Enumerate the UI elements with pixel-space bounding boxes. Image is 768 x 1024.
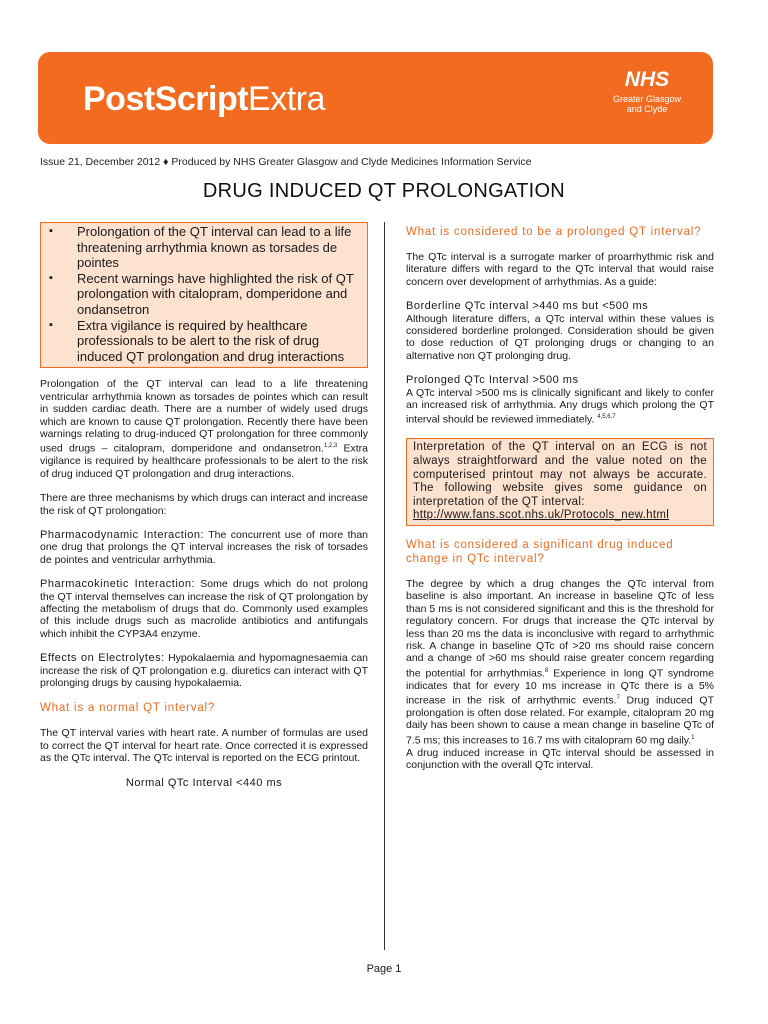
prolonged-detail-text: A QTc interval >500 ms is clinically significant and likely to confer an increased risk of arrhythmia. Any drugs which prolong the QT interval should be reviewed immediately. <box>406 386 714 426</box>
brand-title <box>83 80 325 119</box>
column-divider <box>384 222 385 950</box>
electrolytes-text: Hypokalaemia and hypomagnesaemia can increase the risk of QT prolongation e.g. diuretics can interact with QT prolonging drugs by causing hypokalaemia. <box>40 652 369 689</box>
nhs-org-line1: Greater Glasgow <box>612 94 682 104</box>
left-column <box>40 222 368 801</box>
right-column <box>406 225 714 784</box>
key-point-text: Prolongation of the QT interval can lead to a life threatening arrhythmia known as torsades de pointes <box>77 224 352 271</box>
change-text-b: Experience in long QT syndrome indicates that for every 10 ms increase in QTc there is a 5% increase in the risk of arrhythmic events. <box>406 667 714 707</box>
intro-text-b: Extra vigilance is required by healthcare professionals to be alert to the risk of drug induced QT prolongation and drug interactions. <box>40 442 368 480</box>
pharmacodynamic-text: The concurrent use of more than one drug that prolongs the QT interval increases the risk of torsades de pointes and ventricular arrhythmia. <box>40 528 369 566</box>
key-point-text: Recent warnings have highlighted the risk of QT prolongation with citalopram, domperidone and ondansetron <box>77 270 354 317</box>
key-point <box>47 318 363 365</box>
electrolytes-paragraph <box>40 652 368 689</box>
key-point <box>47 224 363 271</box>
prolonged-label: Prolonged QTc Interval >500 ms <box>406 374 579 387</box>
key-points-box <box>40 222 368 368</box>
nhs-logo-mark: NHS <box>624 68 670 91</box>
prolonged-paragraph <box>406 387 714 427</box>
bullet-icon: ▪ <box>49 318 53 331</box>
key-points-list <box>47 224 363 364</box>
intro-reference: 1,2,3 <box>323 443 338 450</box>
ecg-info-box <box>406 438 714 526</box>
intro-text-a: Prolongation of the QT interval can lead to a life threatening ventricular arrhythmia known as torsades de pointes which can result in sudden cardiac death. There are a number of widely used drugs which are known to cause QT prolongation. Recently there have been warnings relating to drug-induced QT prolongation for three commonly used drugs – citalopram, domperidone and ondansetron. <box>40 378 368 455</box>
ecg-info-text: Interpretation of the QT interval on an ECG is not always straightforward and the value noted on the computerised printout may not always be accurate. The following website gives some guidance on interpretation of the QT interval: <box>413 441 707 508</box>
bullet-icon: ▪ <box>49 225 53 237</box>
pharmacokinetic-text: Some drugs which do not prolong the QT interval themselves can increase the risk of QT prolongation by affecting the metabolism of drugs that do. Commonly used examples of this include drugs such as macrolide antibiotics and antifungals which inhibit the CYP3A4 enzyme. <box>40 578 368 640</box>
normal-qt-heading: What is a normal QT interval? <box>40 702 216 715</box>
change-text-c: Drug induced QT prolongation is often dose related. For example, citalopram 20 mg daily has been shown to cause a mean change in baseline QTc of 7.5 ms; this increases to 16.7 ms with citalopram 60 mg daily. <box>406 694 714 747</box>
change-reference-3: 1 <box>691 734 695 741</box>
change-qtc-heading: What is considered a significant drug induced change in QTc interval? <box>406 538 674 565</box>
mechanisms-paragraph: There are three mechanisms by which drugs can interact and increase the risk of QT prolongation: <box>40 492 368 517</box>
brand-title-light: Extra <box>248 80 325 118</box>
nhs-logo <box>607 68 687 114</box>
prolonged-qt-heading: What is considered to be a prolonged QT interval? <box>406 226 702 238</box>
bullet-icon: ▪ <box>49 271 53 284</box>
header-banner <box>38 52 713 144</box>
brand-title-bold: PostScript <box>83 80 249 118</box>
pharmacokinetic-paragraph <box>40 578 368 640</box>
pharmacokinetic-label: Pharmacokinetic Interaction: <box>40 578 196 591</box>
pharmacodynamic-paragraph <box>40 529 368 566</box>
change-reference-1: 8 <box>545 667 549 674</box>
page-number: Page 1 <box>366 963 402 975</box>
issue-line: Issue 21, December 2012 ♦ Produced by NHS Greater Glasgow and Clyde Medicines Information Service <box>40 156 532 168</box>
prolonged-qt-paragraph: The QTc interval is a surrogate marker of proarrhythmic risk and literature differs with regard to the QTc interval that would raise concern over development of arrhythmias. As a guide: <box>406 251 714 288</box>
prolonged-reference: 4,5,6,7 <box>597 414 616 421</box>
change-qtc-paragraph <box>406 578 714 747</box>
change-text-a: The degree by which a drug changes the QTc interval from baseline is also important. An increase in baseline QTc of less than 5 ms is not considered significant and this is the threshold for regulatory concern. For drugs that increase the QTc interval by less than 20 ms the data is inconclusive with regard to arrhythmic risk. A change in baseline QTc of >20 ms should raise concern and a change of >60 ms should raise greater concern regarding the potential for arrhythmias. <box>406 577 714 680</box>
nhs-org-line2: and Clyde <box>626 104 668 114</box>
key-point-text: Extra vigilance is required by healthcare professionals to be alert to the risk of drug induced QT prolongation and drug interactions <box>77 317 345 364</box>
borderline-paragraph: Although literature differs, a QTc interval within these values is considered borderline prolonged. Consideration should be given to dose reduction of QT prolonging drugs or changing to an alternative non QT prolonging drug. <box>406 312 714 362</box>
key-point <box>47 271 363 318</box>
change-qtc-conclusion: A drug induced increase in QTc interval should be assessed in conjunction with the overall QTc interval. <box>406 746 714 772</box>
borderline-label: Borderline QTc interval >440 ms but <500 ms <box>406 300 649 313</box>
protocols-link[interactable]: http://www.fans.scot.nhs.uk/Protocols_new.html <box>413 509 670 522</box>
page-title: DRUG INDUCED QT PROLONGATION <box>202 180 566 202</box>
intro-paragraph <box>40 378 368 480</box>
normal-qt-paragraph: The QT interval varies with heart rate. A number of formulas are used to correct the QT interval for heart rate. Once corrected it is expressed as the QTc interval. The QTc interval is reported on the ECG printout. <box>40 727 368 765</box>
change-reference-2: 7 <box>616 695 620 702</box>
normal-qtc-value: Normal QTc Interval <440 ms <box>125 776 283 789</box>
pharmacodynamic-label: Pharmacodynamic Interaction: <box>40 528 205 541</box>
electrolytes-label: Effects on Electrolytes: <box>40 652 165 665</box>
